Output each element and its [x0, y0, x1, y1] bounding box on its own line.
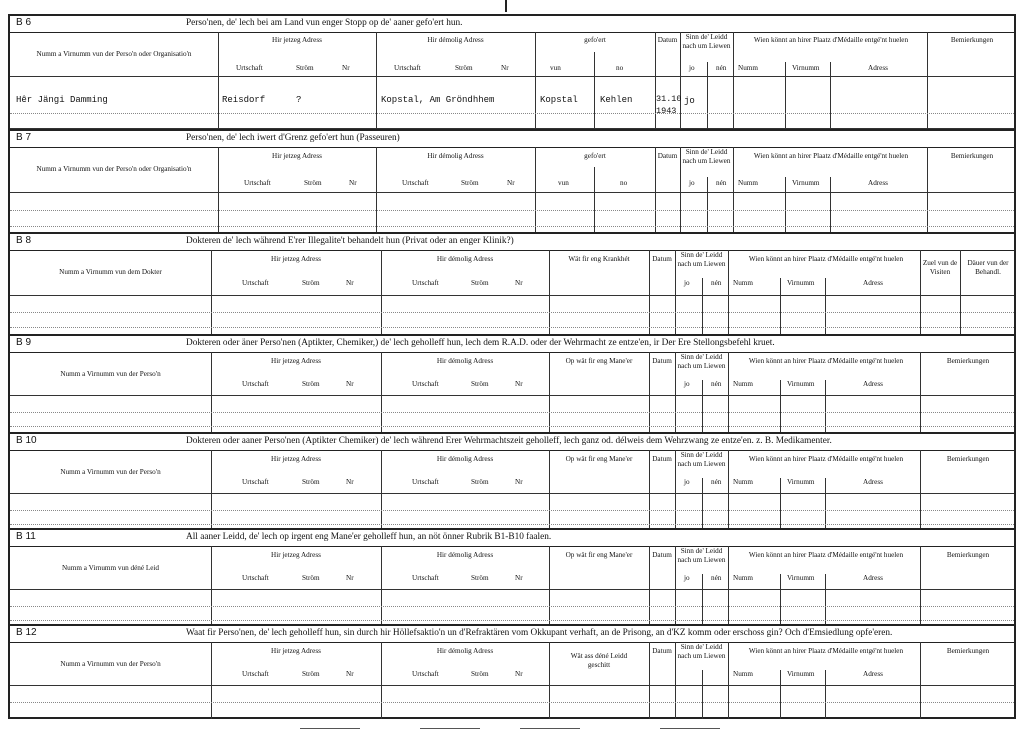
visits-header: Zuel vun de Visiten: [922, 259, 958, 276]
place-header: Urtschaft: [412, 380, 439, 388]
bottom-rule: [420, 728, 480, 730]
led-header: gefo'ert: [584, 152, 606, 160]
entry-date-year: 1943: [656, 106, 677, 116]
person-name-header: Numm a Virnumm vun der Perso'n: [60, 660, 161, 668]
bottom-rule: [300, 728, 360, 730]
street-header: Ström: [302, 574, 320, 582]
street-header: Ström: [461, 179, 479, 187]
remarks-header: Bemierkungen: [950, 152, 994, 160]
nr-header: Nr: [346, 574, 354, 582]
place-header: Urtschaft: [412, 670, 439, 678]
remarks-header: Bemierkungen: [946, 647, 990, 655]
surname-header: Numm: [738, 179, 758, 187]
person-name-header: Numm a Virnumm vun der Perso'n: [60, 468, 161, 476]
street-header: Ström: [471, 574, 489, 582]
no-header: nén: [711, 279, 722, 287]
date-header: Datum: [652, 255, 672, 263]
place-header: Urtschaft: [242, 478, 269, 486]
section-id: B 11: [16, 531, 36, 542]
surname-header: Numm: [738, 64, 758, 72]
section-title: Dokteren oder äner Perso'nen (Aptikter, Chemiker,) de' lech geholleff hun, lech dem R.A.D. oder der Wehrmacht ze entze'en, ir Der Ere Stellongsbefehl kruet.: [186, 338, 775, 348]
section-b12: [10, 626, 1014, 719]
nr-header: Nr: [346, 478, 354, 486]
bottom-rule: [520, 728, 580, 730]
surname-header: Numm: [733, 279, 753, 287]
given-name-header: Virnumm: [792, 179, 820, 187]
section-b11: [10, 530, 1014, 626]
no-header: nén: [711, 478, 722, 486]
medal-header: Wien könnt an hirer Plaatz d'Médaille entgé'nt huelen: [748, 357, 904, 365]
place-header: Urtschaft: [412, 478, 439, 486]
current-address-header: Hir jetzeg Adress: [271, 455, 321, 463]
nr-header: Nr: [342, 64, 350, 72]
yes-header: jo: [684, 279, 690, 287]
no-header: nén: [711, 380, 722, 388]
place-header: Urtschaft: [244, 179, 271, 187]
how-header: Op wät fir eng Mane'er: [565, 455, 633, 463]
section-title-row: [10, 16, 1014, 33]
address-header: Adress: [863, 670, 883, 678]
sense-header: Sinn de' Leidd nach um Liewen: [677, 643, 726, 660]
illness-header: Wät fir eng Krankhét: [568, 255, 630, 263]
medal-header: Wien könnt an hirer Plaatz d'Médaille entgé'nt huelen: [748, 647, 904, 655]
address-header: Adress: [863, 478, 883, 486]
street-header: Ström: [455, 64, 473, 72]
street-header: Ström: [304, 179, 322, 187]
date-header: Datum: [652, 647, 672, 655]
former-address-header: Hir démolig Adress: [436, 647, 494, 655]
nr-header: Nr: [346, 279, 354, 287]
entry-street: ?: [296, 95, 302, 105]
address-header: Adress: [863, 574, 883, 582]
address-header: Adress: [863, 279, 883, 287]
address-header: Adress: [868, 64, 888, 72]
place-header: Urtschaft: [242, 670, 269, 678]
section-title-row: [10, 234, 1014, 251]
section-id: B 6: [16, 17, 32, 28]
former-address-header: Hir démolig Adress: [436, 255, 494, 263]
section-id: B 10: [16, 435, 37, 446]
section-b9: [10, 336, 1014, 432]
sense-header: Sinn de' Leidd nach um Liewen: [682, 148, 731, 165]
section-title-row: [10, 434, 1014, 451]
street-header: Ström: [471, 478, 489, 486]
current-address-header: Hir jetzeg Adress: [271, 357, 321, 365]
how-header: Op wät fir eng Mane'er: [565, 357, 633, 365]
no-header: nén: [711, 574, 722, 582]
date-header: Datum: [652, 551, 672, 559]
doctor-name-header: Numm a Virnumm vun dem Dokter: [59, 268, 162, 276]
given-name-header: Virnumm: [787, 574, 815, 582]
sense-header: Sinn de' Leidd nach um Liewen: [677, 353, 726, 370]
yes-header: jo: [689, 64, 695, 72]
nr-header: Nr: [501, 64, 509, 72]
nr-header: Nr: [515, 670, 523, 678]
section-id: B 8: [16, 235, 32, 246]
yes-header: jo: [684, 574, 690, 582]
name-org-header: Numm a Virnumm vun der Perso'n oder Organisatio'n: [36, 165, 192, 173]
current-address-header: Hir jetzeg Adress: [271, 647, 321, 655]
section-title-row: [10, 626, 1014, 643]
remarks-header: Bemierkungen: [946, 357, 990, 365]
entry-name: Hêr Jängi Damming: [16, 95, 108, 105]
given-name-header: Virnumm: [792, 64, 820, 72]
place-header: Urtschaft: [242, 380, 269, 388]
entry-to: Kehlen: [600, 95, 633, 105]
section-id: B 9: [16, 337, 32, 348]
date-header: Datum: [652, 455, 672, 463]
surname-header: Numm: [733, 670, 753, 678]
street-header: Ström: [302, 279, 320, 287]
given-name-header: Virnumm: [787, 478, 815, 486]
section-title: All aaner Leidd, de' lech op irgent eng Mane'er geholleff hun, an nöt önner Rubrik B1-B10 faalen.: [186, 532, 552, 542]
medal-header: Wien könnt an hirer Plaatz d'Médaille entgé'nt huelen: [748, 551, 904, 559]
street-header: Ström: [302, 478, 320, 486]
no-header: nén: [716, 64, 727, 72]
place-header: Urtschaft: [242, 279, 269, 287]
place-header: Urtschaft: [242, 574, 269, 582]
given-name-header: Virnumm: [787, 279, 815, 287]
medal-header: Wien könnt an hirer Plaatz d'Médaille entgé'nt huelen: [748, 255, 904, 263]
section-id: B 12: [16, 627, 37, 638]
person-name-header: Numm a Virnumm vun der Perso'n: [60, 370, 161, 378]
place-header: Urtschaft: [394, 64, 421, 72]
entry-from: Kopstal: [540, 95, 578, 105]
name-org-header: Numm a Virnumm vun der Perso'n oder Organisatio'n: [36, 50, 192, 58]
to-header: no: [616, 64, 624, 72]
sense-header: Sinn de' Leidd nach um Liewen: [677, 251, 726, 268]
nr-header: Nr: [515, 478, 523, 486]
date-header: Datum: [657, 36, 678, 44]
yes-header: jo: [684, 380, 690, 388]
street-header: Ström: [302, 670, 320, 678]
remarks-header: Bemierkungen: [950, 36, 994, 44]
section-title-row: [10, 131, 1014, 148]
top-tick-mark: [505, 0, 507, 12]
place-header: Urtschaft: [412, 279, 439, 287]
yes-header: jo: [684, 478, 690, 486]
how-header: Op wät fir eng Mane'er: [565, 551, 633, 559]
street-header: Ström: [302, 380, 320, 388]
remarks-header: Bemierkungen: [946, 455, 990, 463]
current-address-header: Hir jetzeg Adress: [271, 255, 321, 263]
former-address-header: Hir démolig Adress: [427, 36, 484, 44]
section-id: B 7: [16, 132, 32, 143]
form-frame: [8, 14, 1016, 719]
street-header: Ström: [296, 64, 314, 72]
street-header: Ström: [471, 380, 489, 388]
section-b7: [10, 131, 1014, 232]
sense-header: Sinn de' Leidd nach um Liewen: [682, 33, 731, 50]
current-address-header: Hir jetzeg Adress: [272, 152, 322, 160]
place-header: Urtschaft: [412, 574, 439, 582]
from-header: vun: [558, 179, 569, 187]
former-address-header: Hir démolig Adress: [427, 152, 484, 160]
date-header: Datum: [657, 152, 678, 160]
given-name-header: Virnumm: [787, 380, 815, 388]
section-title: Dokteren de' lech während E'rer Illegalite't behandelt hun (Privat oder an enger Klinik?): [186, 236, 514, 246]
address-header: Adress: [863, 380, 883, 388]
former-address-header: Hir démolig Adress: [436, 455, 494, 463]
street-header: Ström: [471, 279, 489, 287]
remarks-header: Bemierkungen: [946, 551, 990, 559]
place-header: Urtschaft: [236, 64, 263, 72]
nr-header: Nr: [515, 574, 523, 582]
no-header: nén: [716, 179, 727, 187]
section-title: Dokteren oder aaner Perso'nen (Aptikter Chemiker) de' lech während Erer Wehrmachtszeit geholleff, lech ganz od. délweis dem Wehrzwang ze entze'en. z. B. Medikamenter.: [186, 436, 832, 446]
section-title: Perso'nen, de' lech iwert d'Grenz gefo'ert hun (Passeuren): [186, 133, 400, 143]
place-header: Urtschaft: [402, 179, 429, 187]
led-header: gefo'ert: [584, 36, 606, 44]
nr-header: Nr: [507, 179, 515, 187]
nr-header: Nr: [346, 670, 354, 678]
yes-header: jo: [689, 179, 695, 187]
entry-former-address: Kopstal, Am Gröndhhem: [381, 95, 495, 105]
medal-header: Wien könnt an hirer Plaatz d'Médaille entgé'nt huelen: [748, 455, 904, 463]
section-title-row: [10, 336, 1014, 353]
section-b10: [10, 434, 1014, 530]
victim-name-header: Numm a Virnumm vun déné Leid: [61, 564, 160, 572]
entry-place: Reisdorf: [222, 95, 266, 105]
current-address-header: Hir jetzeg Adress: [272, 36, 322, 44]
current-address-header: Hir jetzeg Adress: [271, 551, 321, 559]
entry-date-day: 31.10: [656, 94, 682, 104]
section-title-row: [10, 530, 1014, 547]
street-header: Ström: [471, 670, 489, 678]
nr-header: Nr: [346, 380, 354, 388]
medal-header: Wien könnt an hirer Plaatz d'Médaille entgé'nt huelen: [753, 152, 909, 160]
nr-header: Nr: [515, 380, 523, 388]
to-header: no: [620, 179, 628, 187]
surname-header: Numm: [733, 380, 753, 388]
surname-header: Numm: [733, 478, 753, 486]
former-address-header: Hir démolig Adress: [436, 357, 494, 365]
surname-header: Numm: [733, 574, 753, 582]
sense-header: Sinn de' Leidd nach um Liewen: [677, 547, 726, 564]
sense-header: Sinn de' Leidd nach um Liewen: [677, 451, 726, 468]
section-b6: [10, 16, 1014, 129]
date-header: Datum: [652, 357, 672, 365]
entry-sense: jo: [684, 96, 695, 106]
section-title: Waat fir Perso'nen, de' lech geholleff hun, sin durch hir Höllefsaktio'n un d'Refraktären vom Okkupant verhaft, an de Prisong, an d'KZ komm oder erschoss gin? Och d'Emsiedlung opfe'eren.: [186, 628, 893, 638]
section-title: Perso'nen, de' lech bei am Land vun enger Stopp op de' aaner gefo'ert hun.: [186, 18, 463, 28]
address-header: Adress: [868, 179, 888, 187]
duration-header: Däuer vun der Behandl.: [967, 259, 1009, 276]
given-name-header: Virnumm: [787, 670, 815, 678]
former-address-header: Hir démolig Adress: [436, 551, 494, 559]
medal-header: Wien könnt an hirer Plaatz d'Médaille entgé'nt huelen: [753, 36, 909, 44]
suffered-header: Wät ass déné Leidd geschitt: [570, 652, 628, 669]
section-b8: [10, 234, 1014, 334]
nr-header: Nr: [515, 279, 523, 287]
bottom-rule: [660, 728, 720, 730]
nr-header: Nr: [349, 179, 357, 187]
from-header: vun: [550, 64, 561, 72]
